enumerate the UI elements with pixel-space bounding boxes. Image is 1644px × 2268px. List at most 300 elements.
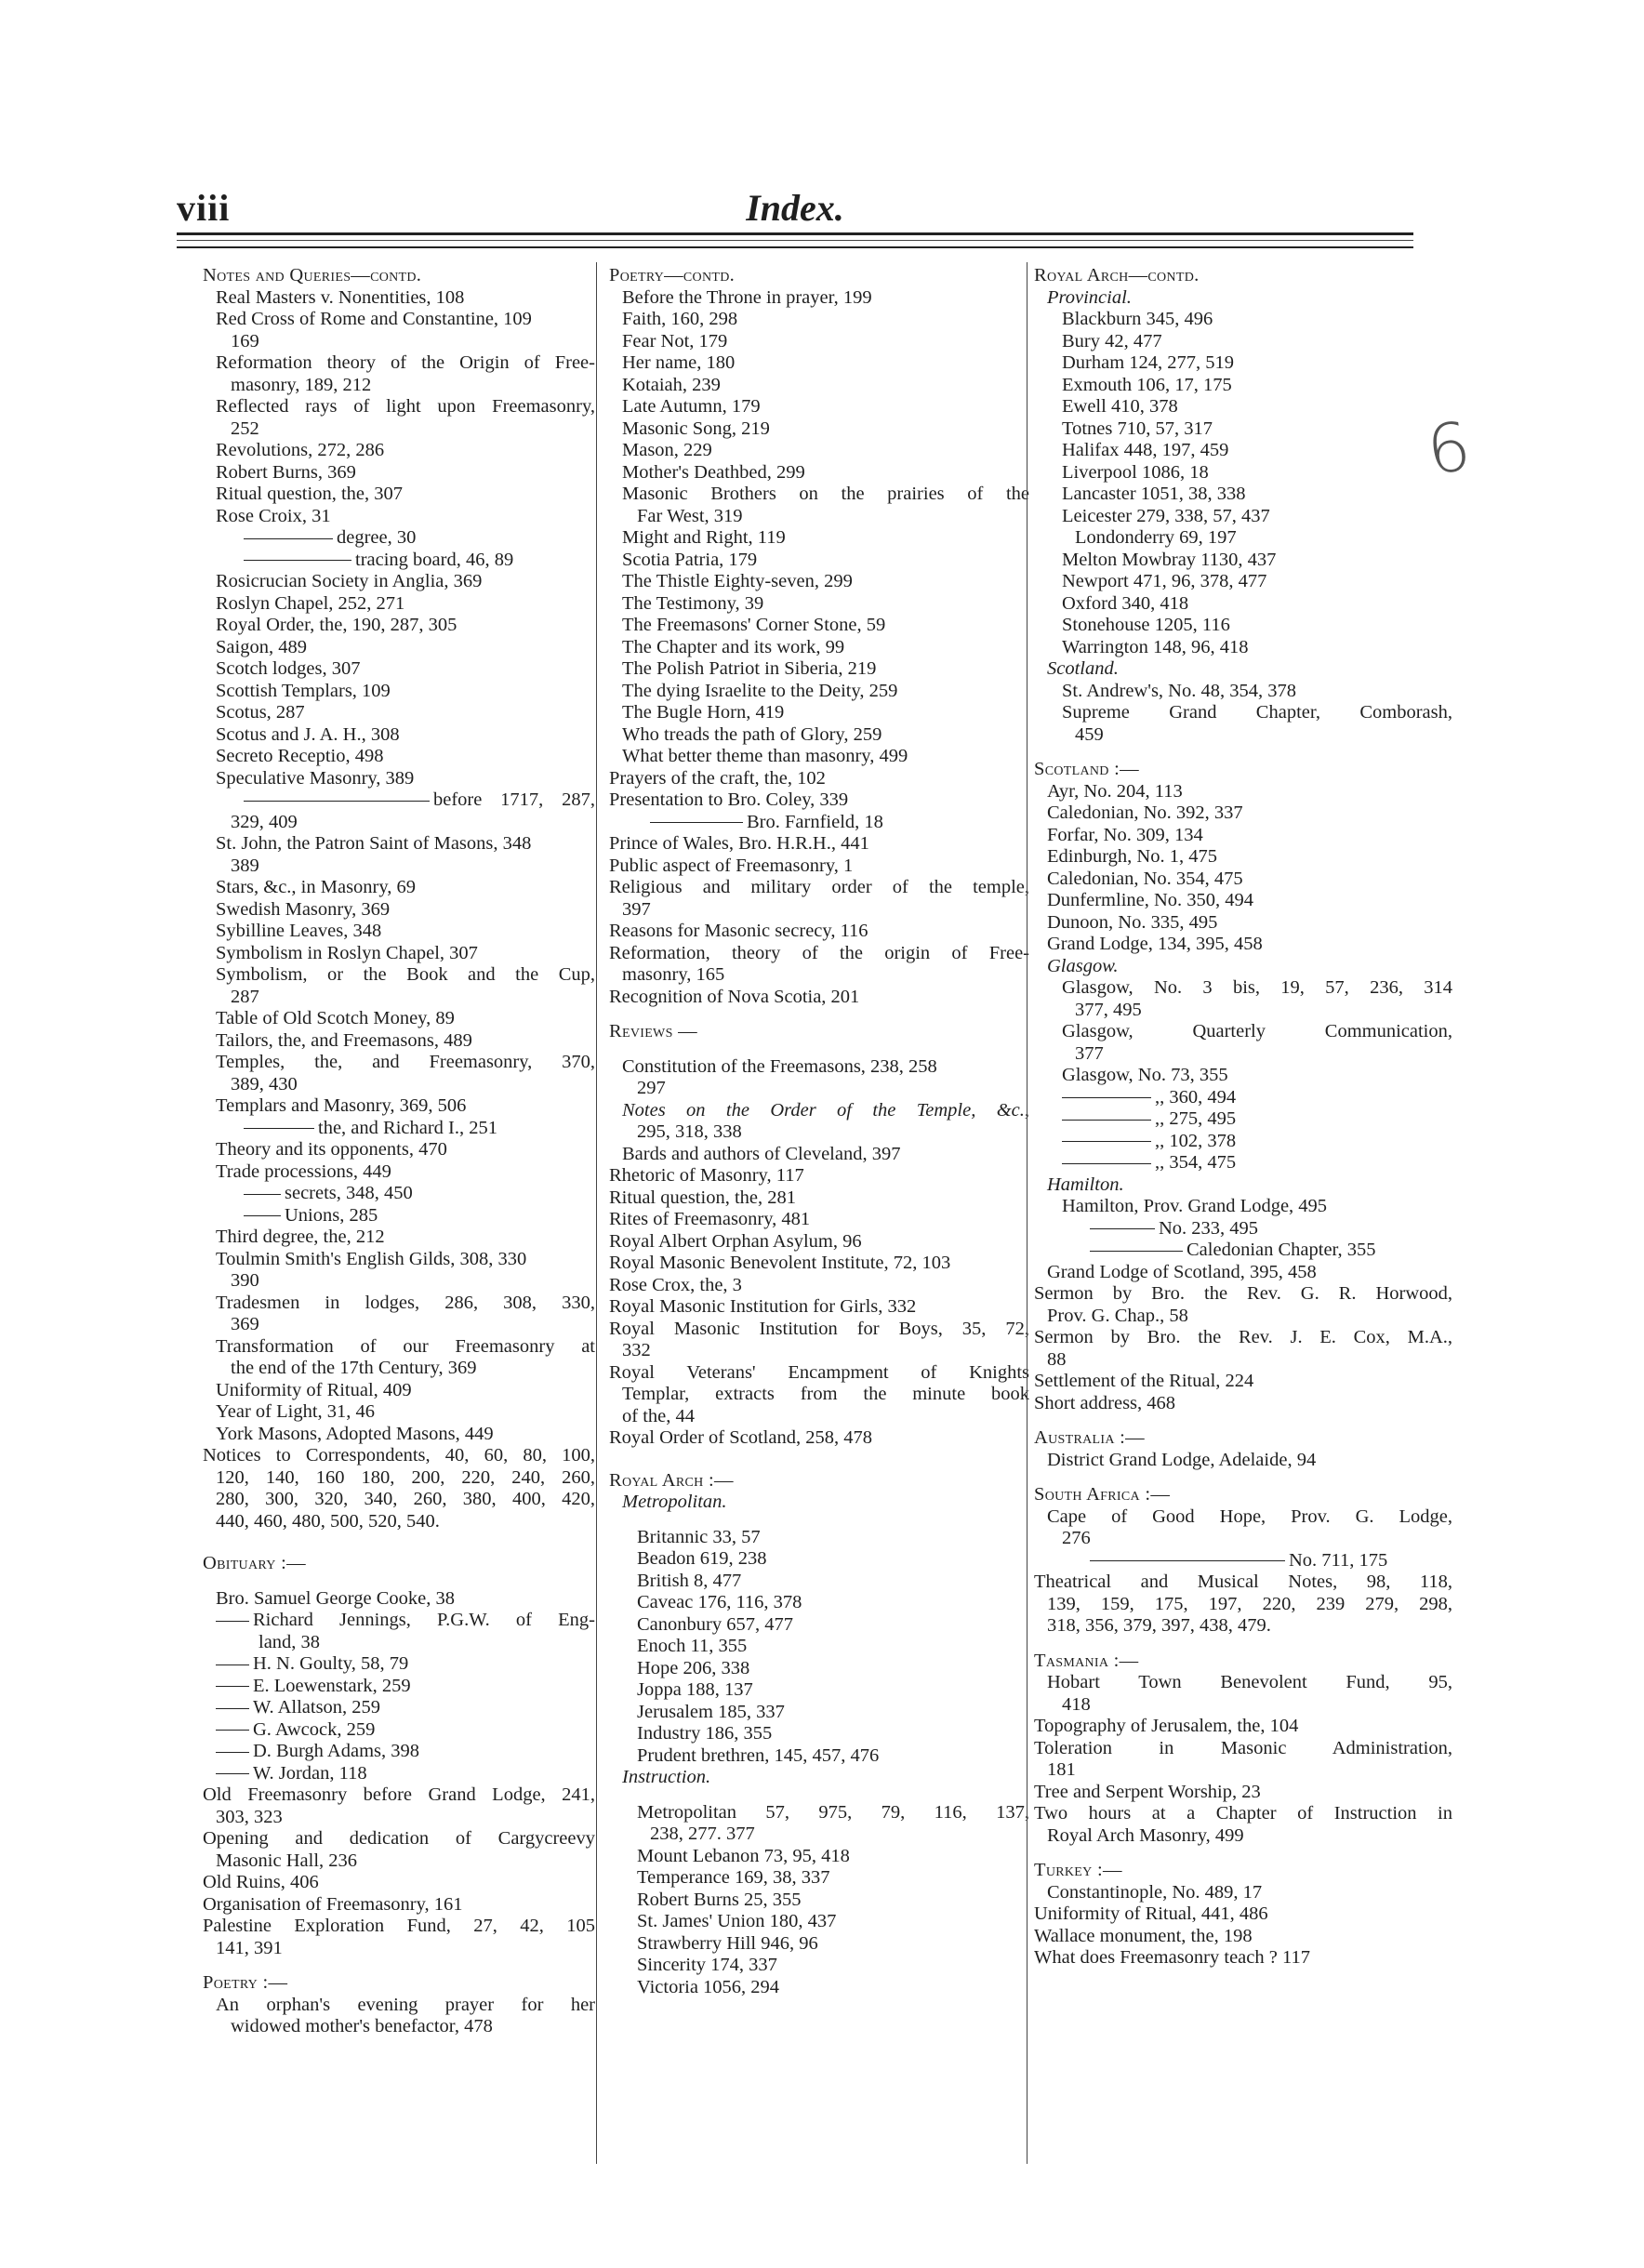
index-entry — [609, 1767, 1029, 1789]
entry-text: the end of the 17th Century, 369 — [231, 1358, 477, 1378]
section-heading-text: Royal Arch :— — [609, 1469, 734, 1491]
entry-text: Royal Arch Masonry, 499 — [1047, 1824, 1244, 1846]
entry-text: Old Freemasonry before Grand Lodge, 241, — [203, 1784, 595, 1805]
entry-text: Kotaiah, 239 — [622, 374, 721, 395]
index-entry — [203, 1183, 595, 1205]
index-entry — [609, 418, 1029, 441]
entry-text: H. N. Goulty, 58, 79 — [253, 1653, 409, 1674]
entry-text: Caledonian, No. 354, 475 — [1047, 868, 1243, 889]
entry-text: Who treads the path of Glory, 259 — [622, 723, 882, 745]
index-entry — [203, 1249, 595, 1271]
ditto-rule — [216, 1708, 249, 1709]
entry-text: Trade processions, 449 — [216, 1161, 391, 1182]
index-entry — [203, 921, 595, 943]
ditto-rule — [216, 1752, 249, 1753]
index-entry — [609, 1209, 1029, 1231]
index-entry — [203, 1697, 595, 1719]
page-number: viii — [177, 187, 231, 229]
index-entry — [1034, 681, 1452, 703]
index-entry — [1034, 1306, 1452, 1328]
entry-text: Ritual question, the, 281 — [609, 1187, 796, 1208]
entry-text: 397 — [622, 898, 651, 920]
entry-text: Templar, extracts from the minute book — [622, 1384, 1029, 1404]
entry-text: 440, 460, 480, 500, 520, 540. — [216, 1510, 440, 1532]
header-rule-thin — [177, 240, 1413, 241]
ditto-rule — [1090, 1560, 1285, 1561]
entry-text: Strawberry Hill 946, 96 — [637, 1932, 818, 1954]
index-entry — [609, 789, 1029, 812]
index-entry — [1034, 550, 1452, 572]
section-heading-text: Australia :— — [1034, 1427, 1145, 1448]
index-entry — [203, 1008, 595, 1030]
index-entry — [203, 1074, 595, 1096]
entry-text: 459 — [1075, 723, 1104, 745]
index-section-heading — [609, 1021, 1029, 1043]
index-entry — [203, 833, 595, 855]
entry-text: Rosicrucian Society in Anglia, 369 — [216, 571, 483, 591]
entry-text: Topography of Jerusalem, the, 104 — [1034, 1716, 1299, 1736]
entry-text: Temperance 169, 38, 337 — [637, 1867, 830, 1888]
index-entry — [609, 1890, 1029, 1912]
entry-text: 369 — [231, 1314, 259, 1334]
section-heading-text: Poetry :— — [203, 1972, 288, 1993]
index-entry — [609, 833, 1029, 855]
entry-text: Scotch lodges, 307 — [216, 658, 361, 679]
index-entry — [203, 1872, 595, 1894]
index-entry — [609, 287, 1029, 310]
spacer — [1034, 746, 1452, 759]
index-entry — [203, 550, 595, 572]
ditto-rule — [650, 822, 743, 823]
entry-text: Sybilline Leaves, 348 — [216, 921, 382, 941]
spacer — [1034, 1414, 1452, 1427]
entry-text: Supreme Grand Chapter, Comborash, — [1062, 702, 1452, 723]
index-entry — [203, 1894, 595, 1917]
index-entry — [609, 1362, 1029, 1385]
entry-text: The Bugle Horn, 419 — [622, 702, 785, 723]
entry-text: Dunoon, No. 335, 495 — [1047, 911, 1218, 933]
entry-text: Public aspect of Freemasonry, 1 — [609, 855, 854, 876]
ditto-rule — [244, 538, 333, 539]
index-entry — [1034, 1803, 1452, 1825]
index-entry — [203, 1161, 595, 1184]
entry-text: Bro. Farnfield, 18 — [747, 811, 883, 832]
spacer — [1034, 1847, 1452, 1860]
index-entry — [203, 615, 595, 637]
index-entry — [203, 789, 595, 812]
index-entry — [1034, 802, 1452, 825]
entry-text: Rhetoric of Masonry, 117 — [609, 1165, 804, 1186]
entry-text: District Grand Lodge, Adelaide, 94 — [1047, 1449, 1317, 1470]
index-entry — [203, 943, 595, 965]
index-entry — [609, 506, 1029, 528]
entry-text: 318, 356, 379, 397, 438, 479. — [1047, 1615, 1271, 1636]
entry-text: Grand Lodge of Scotland, 395, 458 — [1047, 1261, 1317, 1282]
entry-text: St. James' Union 180, 437 — [637, 1911, 837, 1931]
entry-text: 377 — [1075, 1042, 1104, 1064]
index-entry — [203, 506, 595, 528]
entry-text: Enoch 11, 355 — [637, 1636, 748, 1656]
entry-text: Robert Burns 25, 355 — [637, 1889, 802, 1910]
index-entry — [203, 1424, 595, 1446]
entry-text: Richard Jennings, P.G.W. of Eng- — [253, 1610, 595, 1630]
index-entry — [609, 1121, 1029, 1144]
index-entry — [609, 1636, 1029, 1658]
entry-text: Warrington 148, 96, 418 — [1062, 636, 1249, 657]
entry-text: Lancaster 1051, 38, 338 — [1062, 484, 1246, 504]
index-entry — [203, 1676, 595, 1698]
ditto-rule — [244, 1215, 281, 1216]
entry-text: Revolutions, 272, 286 — [216, 440, 385, 460]
index-entry — [609, 1679, 1029, 1702]
entry-text: Roslyn Chapel, 252, 271 — [216, 592, 405, 614]
index-entry — [609, 1977, 1029, 1999]
index-entry — [609, 462, 1029, 484]
entry-text: Royal Masonic Benevolent Institute, 72, 103 — [609, 1253, 951, 1273]
entry-text: Before the Throne in prayer, 199 — [622, 286, 872, 308]
index-section-heading — [1034, 265, 1452, 287]
entry-text: masonry, 189, 212 — [231, 374, 372, 395]
index-entry — [1034, 1738, 1452, 1760]
index-entry — [203, 462, 595, 484]
index-section-heading — [1034, 1427, 1452, 1450]
spacer — [609, 1450, 1029, 1470]
entry-text: Uniformity of Ritual, 409 — [216, 1379, 412, 1400]
index-entry — [203, 724, 595, 747]
entry-text: Red Cross of Rome and Constantine, 109 — [216, 309, 532, 329]
index-entry — [1034, 352, 1452, 375]
entry-text: land, 38 — [259, 1631, 321, 1652]
index-entry — [203, 1653, 595, 1676]
entry-text: Totnes 710, 57, 317 — [1062, 418, 1213, 439]
entry-text: Constantinople, No. 489, 17 — [1047, 1881, 1263, 1903]
entry-text: Secreto Receptio, 498 — [216, 746, 384, 766]
index-entry — [1034, 1152, 1452, 1174]
section-heading-text: South Africa :— — [1034, 1484, 1171, 1505]
index-entry — [1034, 869, 1452, 891]
index-entry — [1034, 1218, 1452, 1240]
entry-text: Masonic Brothers on the prairies of the — [622, 484, 1029, 504]
entry-text: Reformation theory of the Origin of Free- — [216, 352, 595, 373]
entry-text: D. Burgh Adams, 398 — [253, 1741, 420, 1761]
index-entry — [203, 1784, 595, 1807]
entry-text: Mother's Deathbed, 299 — [622, 461, 805, 483]
entry-text: 287 — [231, 986, 259, 1007]
entry-text: Newport 471, 96, 378, 477 — [1062, 571, 1267, 591]
index-entry — [203, 1489, 595, 1511]
entry-text: Prince of Wales, Bro. H.R.H., 441 — [609, 833, 869, 854]
entry-text: Ritual question, the, 307 — [216, 484, 403, 504]
entry-text: degree, 30 — [337, 527, 417, 548]
ditto-rule — [1062, 1141, 1151, 1142]
column-divider — [596, 262, 597, 2164]
entry-text: Joppa 188, 137 — [637, 1679, 753, 1700]
index-entry — [609, 855, 1029, 878]
spacer — [609, 1043, 1029, 1056]
index-entry — [203, 2016, 595, 2038]
index-entry — [1034, 1506, 1452, 1529]
entry-text: Victoria 1056, 294 — [637, 1976, 780, 1997]
index-entry — [203, 1401, 595, 1424]
entry-text: Durham 124, 277, 519 — [1062, 352, 1235, 373]
entry-text: Palestine Exploration Fund, 27, 42, 105 — [203, 1916, 595, 1936]
section-heading-text: Tasmania :— — [1034, 1650, 1139, 1671]
entry-text: Halifax 448, 197, 459 — [1062, 440, 1229, 460]
entry-text: 280, 300, 320, 340, 260, 380, 400, 420, — [216, 1489, 595, 1509]
index-entry — [1034, 527, 1452, 550]
index-entry — [1034, 1759, 1452, 1782]
index-entry — [609, 375, 1029, 397]
entry-text: Table of Old Scotch Money, 89 — [216, 1008, 455, 1028]
index-entry — [609, 899, 1029, 922]
index-entry — [203, 1380, 595, 1402]
index-entry — [609, 637, 1029, 659]
section-heading-text: Reviews — — [609, 1021, 697, 1041]
index-entry — [1034, 1782, 1452, 1804]
index-entry — [1034, 781, 1452, 803]
section-heading-text: Turkey :— — [1034, 1860, 1122, 1880]
index-entry — [1034, 1174, 1452, 1197]
index-entry — [203, 1511, 595, 1533]
spacer — [203, 1575, 595, 1588]
entry-text: Faith, 160, 298 — [622, 309, 738, 329]
entry-text: Metropolitan 57, 975, 79, 116, 137, — [637, 1801, 1029, 1823]
index-entry — [1034, 1594, 1452, 1616]
index-entry — [609, 1187, 1029, 1210]
index-entry — [609, 309, 1029, 331]
entry-text: The dying Israelite to the Deity, 259 — [622, 680, 898, 701]
index-entry — [609, 964, 1029, 987]
index-entry — [203, 1118, 595, 1140]
entry-text: Industry 186, 355 — [637, 1723, 773, 1744]
spacer — [609, 1789, 1029, 1802]
entry-text: Mount Lebanon 73, 95, 418 — [637, 1845, 850, 1866]
entry-text: Reformation, theory of the origin of Free- — [609, 942, 1029, 963]
entry-text: 141, 391 — [216, 1937, 283, 1958]
index-entry — [609, 1275, 1029, 1297]
entry-text: the, and Richard I., 251 — [318, 1117, 497, 1138]
index-entry — [609, 1723, 1029, 1745]
index-entry — [609, 527, 1029, 550]
entry-text: Notes on the Order of the Temple, &c., — [622, 1099, 1029, 1121]
entry-text: Presentation to Bro. Coley, 339 — [609, 789, 849, 810]
spacer — [1034, 1638, 1452, 1651]
entry-text: 389 — [231, 855, 259, 876]
entry-text: Third degree, the, 212 — [216, 1227, 385, 1247]
index-entry — [1034, 1825, 1452, 1848]
section-heading-text: Notes and Queries—contd. — [203, 265, 422, 285]
index-entry — [609, 746, 1029, 768]
entry-text: Hamilton. — [1047, 1174, 1124, 1195]
entry-text: Provincial. — [1047, 286, 1132, 308]
entry-text: Canonbury 657, 477 — [637, 1613, 793, 1635]
index-entry — [1034, 1108, 1452, 1131]
entry-text: Unions, 285 — [285, 1204, 378, 1226]
index-entry — [609, 1846, 1029, 1868]
entry-text: Mason, 229 — [622, 440, 712, 460]
index-entry — [1034, 1716, 1452, 1738]
entry-text: Glasgow. — [1047, 955, 1119, 976]
entry-text: St. John, the Patron Saint of Masons, 348 — [216, 833, 532, 854]
entry-text: Swedish Masonry, 369 — [216, 898, 391, 920]
index-entry — [1034, 331, 1452, 353]
index-entry — [609, 702, 1029, 724]
entry-text: 377, 495 — [1075, 999, 1142, 1020]
entry-text: Royal Masonic Institution for Girls, 332 — [609, 1296, 917, 1317]
index-entry — [203, 1052, 595, 1074]
index-entry — [203, 1445, 595, 1467]
index-entry — [1034, 440, 1452, 462]
entry-text: Tradesmen in lodges, 286, 308, 330, — [216, 1292, 595, 1313]
entry-text: Liverpool 1086, 18 — [1062, 461, 1209, 483]
section-heading-text: Royal Arch—contd. — [1034, 265, 1200, 285]
ditto-rule — [216, 1621, 249, 1622]
entry-text: Royal Veterans' Encampment of Knights — [609, 1361, 1029, 1383]
entry-text: Caledonian, No. 392, 337 — [1047, 802, 1243, 823]
index-entry — [1034, 1903, 1452, 1926]
entry-text: Scotus and J. A. H., 308 — [216, 723, 400, 745]
index-entry — [203, 352, 595, 375]
index-entry — [203, 571, 595, 593]
index-entry — [1034, 1694, 1452, 1717]
index-entry — [609, 658, 1029, 681]
index-entry — [203, 1293, 595, 1315]
index-section-heading — [1034, 759, 1452, 781]
index-entry — [203, 1807, 595, 1829]
index-entry — [609, 1231, 1029, 1253]
entry-text: 329, 409 — [231, 811, 298, 832]
ditto-rule — [1062, 1097, 1151, 1098]
entry-text: Oxford 340, 418 — [1062, 592, 1189, 614]
entry-text: 88 — [1047, 1348, 1067, 1370]
index-entry — [203, 1763, 595, 1785]
index-entry — [609, 396, 1029, 418]
entry-text: Symbolism, or the Book and the Cup, — [216, 964, 595, 985]
index-entry — [609, 1911, 1029, 1933]
index-entry — [203, 331, 595, 353]
index-entry — [1034, 1000, 1452, 1022]
index-entry — [203, 1995, 595, 2017]
entry-text: Ayr, No. 204, 113 — [1047, 780, 1183, 802]
index-entry — [609, 921, 1029, 943]
entry-text: 295, 318, 338 — [637, 1121, 742, 1142]
index-entry — [203, 1358, 595, 1380]
index-entry — [609, 724, 1029, 747]
index-entry — [1034, 1283, 1452, 1306]
entry-text: Caveac 176, 116, 378 — [637, 1592, 802, 1612]
index-entry — [1034, 1947, 1452, 1970]
index-entry — [203, 1588, 595, 1611]
entry-text: Royal Albert Orphan Asylum, 96 — [609, 1230, 862, 1252]
index-entry — [203, 309, 595, 331]
entry-text: Old Ruins, 406 — [203, 1872, 319, 1892]
index-entry — [1034, 658, 1452, 681]
entry-text: before 1717, 287, — [433, 789, 595, 810]
entry-text: Rose Croix, 31 — [216, 505, 331, 526]
entry-text: Melton Mowbray 1130, 437 — [1062, 549, 1277, 570]
entry-text: The Testimony, 39 — [622, 592, 764, 614]
index-entry — [203, 658, 595, 681]
index-entry — [609, 812, 1029, 834]
entry-text: Bro. Samuel George Cooke, 38 — [216, 1587, 455, 1609]
index-entry — [609, 1745, 1029, 1768]
entry-text: 332 — [622, 1340, 651, 1360]
index-entry — [609, 1165, 1029, 1187]
ditto-rule — [1090, 1228, 1155, 1229]
index-section-heading — [609, 265, 1029, 287]
entry-text: G. Awcock, 259 — [253, 1718, 376, 1740]
index-entry — [1034, 934, 1452, 956]
index-entry — [1034, 418, 1452, 441]
entry-text: Saigon, 489 — [216, 636, 307, 657]
entry-text: Might and Right, 119 — [622, 527, 786, 548]
index-entry — [203, 1741, 595, 1763]
entry-text: W. Allatson, 259 — [253, 1697, 381, 1718]
index-entry — [1034, 1327, 1452, 1349]
ditto-rule — [244, 801, 430, 802]
ditto-rule — [244, 1194, 281, 1195]
section-heading-text: Scotland :— — [1034, 759, 1139, 779]
entry-text: Blackburn 345, 496 — [1062, 309, 1213, 329]
entry-text: 181 — [1047, 1759, 1076, 1780]
entry-text: Templars and Masonry, 369, 506 — [216, 1095, 467, 1116]
index-section-heading — [1034, 1860, 1452, 1882]
section-heading-text: Poetry—contd. — [609, 265, 736, 285]
index-entry — [203, 877, 595, 899]
entry-text: Dunfermline, No. 350, 494 — [1047, 890, 1254, 910]
index-entry — [609, 1253, 1029, 1275]
entry-text: Jerusalem 185, 337 — [637, 1701, 785, 1722]
entry-text: Temples, the, and Freemasonry, 370, — [216, 1052, 595, 1072]
spacer — [1034, 1471, 1452, 1484]
index-entry — [203, 1227, 595, 1249]
entry-text: Stars, &c., in Masonry, 69 — [216, 877, 417, 897]
entry-text: Notices to Correspondents, 40, 60, 80, 100, — [203, 1445, 595, 1466]
index-entry — [609, 593, 1029, 616]
index-entry — [1034, 571, 1452, 593]
entry-text: Prudent brethren, 145, 457, 476 — [637, 1744, 880, 1766]
index-entry — [203, 987, 595, 1009]
ditto-rule — [1062, 1120, 1151, 1121]
index-entry — [1034, 1043, 1452, 1066]
index-section-heading — [1034, 1484, 1452, 1506]
index-entry — [1034, 1349, 1452, 1372]
entry-text: Reflected rays of light upon Freemasonry, — [216, 396, 595, 417]
index-entry — [1034, 1021, 1452, 1043]
entry-text: Wallace monument, the, 198 — [1034, 1925, 1253, 1946]
index-entry — [203, 681, 595, 703]
index-entry — [1034, 287, 1452, 310]
entry-text: No. 711, 175 — [1289, 1549, 1388, 1571]
index-entry — [1034, 1393, 1452, 1415]
index-entry — [1034, 1572, 1452, 1594]
index-entry — [1034, 1240, 1452, 1262]
spacer — [203, 1959, 595, 1972]
index-entry — [203, 964, 595, 987]
entry-text: Reasons for Masonic secrecy, 116 — [609, 921, 868, 941]
entry-text: British 8, 477 — [637, 1570, 742, 1591]
index-entry — [1034, 637, 1452, 659]
index-entry — [203, 1828, 595, 1850]
entry-text: 139, 159, 175, 197, 220, 239 279, 298, — [1047, 1593, 1452, 1614]
index-entry — [203, 593, 595, 616]
entry-text: ,, 360, 494 — [1155, 1086, 1237, 1107]
entry-text: Glasgow, Quarterly Communication, — [1062, 1021, 1452, 1041]
ditto-rule — [244, 560, 351, 561]
entry-text: Bards and authors of Cleveland, 397 — [622, 1143, 901, 1164]
entry-text: Fear Not, 179 — [622, 330, 728, 351]
entry-text: Tailors, the, and Freemasons, 489 — [216, 1029, 472, 1051]
